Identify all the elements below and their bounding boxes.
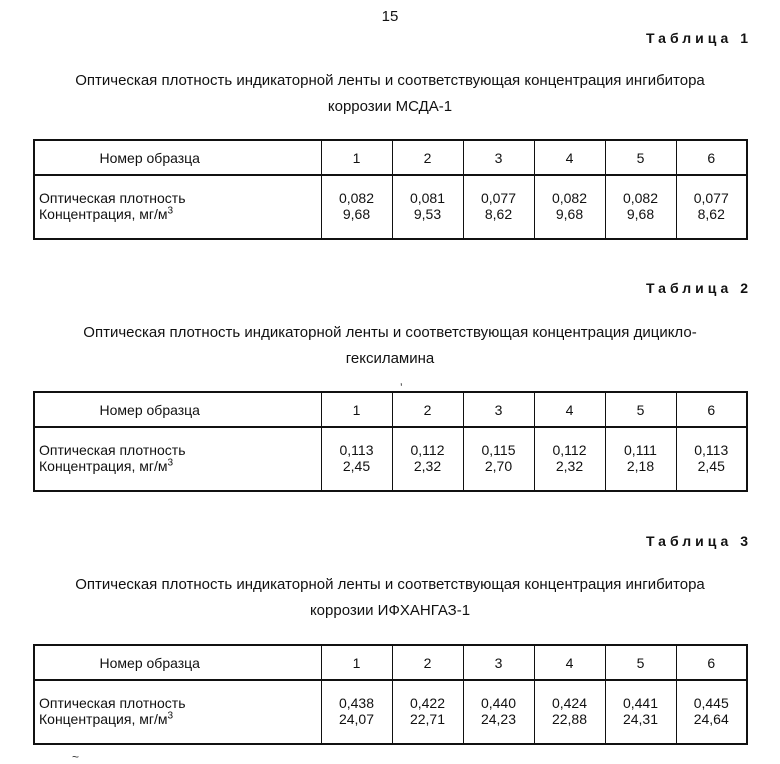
sample-number-cell: 6 — [676, 140, 747, 175]
value-cell: 8,62 — [463, 206, 534, 239]
value-cell: 24,31 — [605, 711, 676, 744]
sample-number-cell: 1 — [321, 645, 392, 680]
sample-number-cell: 5 — [605, 645, 676, 680]
header-label-cell: Номер образца — [34, 140, 321, 175]
value-cell: 0,112 — [534, 427, 605, 458]
sample-number-cell: 4 — [534, 645, 605, 680]
table-3-label: Таблица 3 — [645, 533, 752, 549]
value-cell: 2,18 — [605, 458, 676, 491]
value-cell: 0,082 — [321, 175, 392, 206]
value-cell: 0,112 — [392, 427, 463, 458]
sample-number-cell: 2 — [392, 140, 463, 175]
value-cell: 0,082 — [534, 175, 605, 206]
value-cell: 0,438 — [321, 680, 392, 711]
table-1-caption-line2: коррозии МСДА-1 — [327, 98, 453, 115]
row-label-cell: Оптическая плотность — [39, 695, 186, 711]
row-label-cell: Оптическая плотность — [39, 190, 186, 206]
row-label-text: Концентрация, мг/м — [39, 206, 168, 222]
stray-pen-mark-icon: ʼ — [400, 381, 403, 395]
value-cell: 24,64 — [676, 711, 747, 744]
value-cell: 0,441 — [605, 680, 676, 711]
unit-superscript: 3 — [167, 710, 174, 722]
table-1-caption — [20, 68, 760, 120]
row-label-text: Концентрация, мг/м — [39, 711, 168, 727]
value-cell: 0,440 — [463, 680, 534, 711]
table-3-header-row — [34, 645, 747, 680]
table-3-optical-density-row — [34, 680, 747, 711]
value-cell: 2,45 — [676, 458, 747, 491]
value-cell: 24,07 — [321, 711, 392, 744]
value-cell: 0,081 — [392, 175, 463, 206]
value-cell: 0,113 — [321, 427, 392, 458]
value-cell: 0,111 — [605, 427, 676, 458]
table-2-caption-line2: гексиламина — [345, 350, 435, 367]
sample-number-cell: 2 — [392, 392, 463, 427]
sample-number-cell: 3 — [463, 140, 534, 175]
row-label-cell — [34, 206, 321, 239]
value-cell: 0,082 — [605, 175, 676, 206]
unit-superscript: 3 — [167, 205, 174, 217]
sample-number-cell: 3 — [463, 645, 534, 680]
sample-number-cell: 2 — [392, 645, 463, 680]
value-cell: 9,53 — [392, 206, 463, 239]
value-cell: 2,32 — [392, 458, 463, 491]
header-label-cell: Номер образца — [34, 392, 321, 427]
table-2-optical-density-row — [34, 427, 747, 458]
row-label-cell — [34, 711, 321, 744]
row-label-text: Концентрация, мг/м — [39, 458, 168, 474]
unit-superscript: 3 — [167, 457, 174, 469]
table-2-concentration-row — [34, 458, 747, 491]
sample-number-cell: 5 — [605, 392, 676, 427]
value-cell: 2,70 — [463, 458, 534, 491]
value-cell: 0,445 — [676, 680, 747, 711]
sample-number-cell: 6 — [676, 645, 747, 680]
header-label-cell: Номер образца — [34, 645, 321, 680]
sample-number-cell: 1 — [321, 392, 392, 427]
value-cell: 24,23 — [463, 711, 534, 744]
value-cell: 0,424 — [534, 680, 605, 711]
table-2-caption-line1: Оптическая плотность индикаторной ленты и соответствующая концентрация дицикло- — [83, 324, 697, 341]
table-2-caption — [20, 320, 760, 372]
table-3-caption-line1: Оптическая плотность индикаторной ленты и соответствующая концентрация ингибитора — [75, 576, 705, 593]
value-cell: 2,45 — [321, 458, 392, 491]
row-label-cell — [34, 458, 321, 491]
table-1-concentration-row — [34, 206, 747, 239]
value-cell: 0,077 — [463, 175, 534, 206]
sample-number-cell: 3 — [463, 392, 534, 427]
table-2-header-row — [34, 392, 747, 427]
value-cell: 0,115 — [463, 427, 534, 458]
table-2 — [33, 391, 748, 492]
table-1-caption-line1: Оптическая плотность индикаторной ленты и соответствующая концентрация ингибитора — [75, 72, 705, 89]
sample-number-cell: 1 — [321, 140, 392, 175]
sample-number-cell: 6 — [676, 392, 747, 427]
page-number: 15 — [381, 8, 399, 25]
value-cell: 0,113 — [676, 427, 747, 458]
value-cell: 22,88 — [534, 711, 605, 744]
value-cell: 9,68 — [605, 206, 676, 239]
table-3-caption — [20, 572, 760, 624]
sample-number-cell: 4 — [534, 392, 605, 427]
table-3-concentration-row — [34, 711, 747, 744]
value-cell: 2,32 — [534, 458, 605, 491]
stray-pen-mark-icon: ~ — [72, 750, 80, 764]
table-2-label: Таблица 2 — [645, 280, 752, 296]
value-cell: 9,68 — [534, 206, 605, 239]
value-cell: 0,422 — [392, 680, 463, 711]
value-cell: 22,71 — [392, 711, 463, 744]
value-cell: 0,077 — [676, 175, 747, 206]
sample-number-cell: 4 — [534, 140, 605, 175]
table-1-header-row — [34, 140, 747, 175]
table-3-caption-line2: коррозии ИФХАНГАЗ-1 — [309, 602, 471, 619]
table-1-optical-density-row — [34, 175, 747, 206]
sample-number-cell: 5 — [605, 140, 676, 175]
value-cell: 9,68 — [321, 206, 392, 239]
table-3 — [33, 644, 748, 745]
row-label-cell: Оптическая плотность — [39, 442, 186, 458]
value-cell: 8,62 — [676, 206, 747, 239]
table-1 — [33, 139, 748, 240]
table-1-label: Таблица 1 — [645, 30, 752, 46]
